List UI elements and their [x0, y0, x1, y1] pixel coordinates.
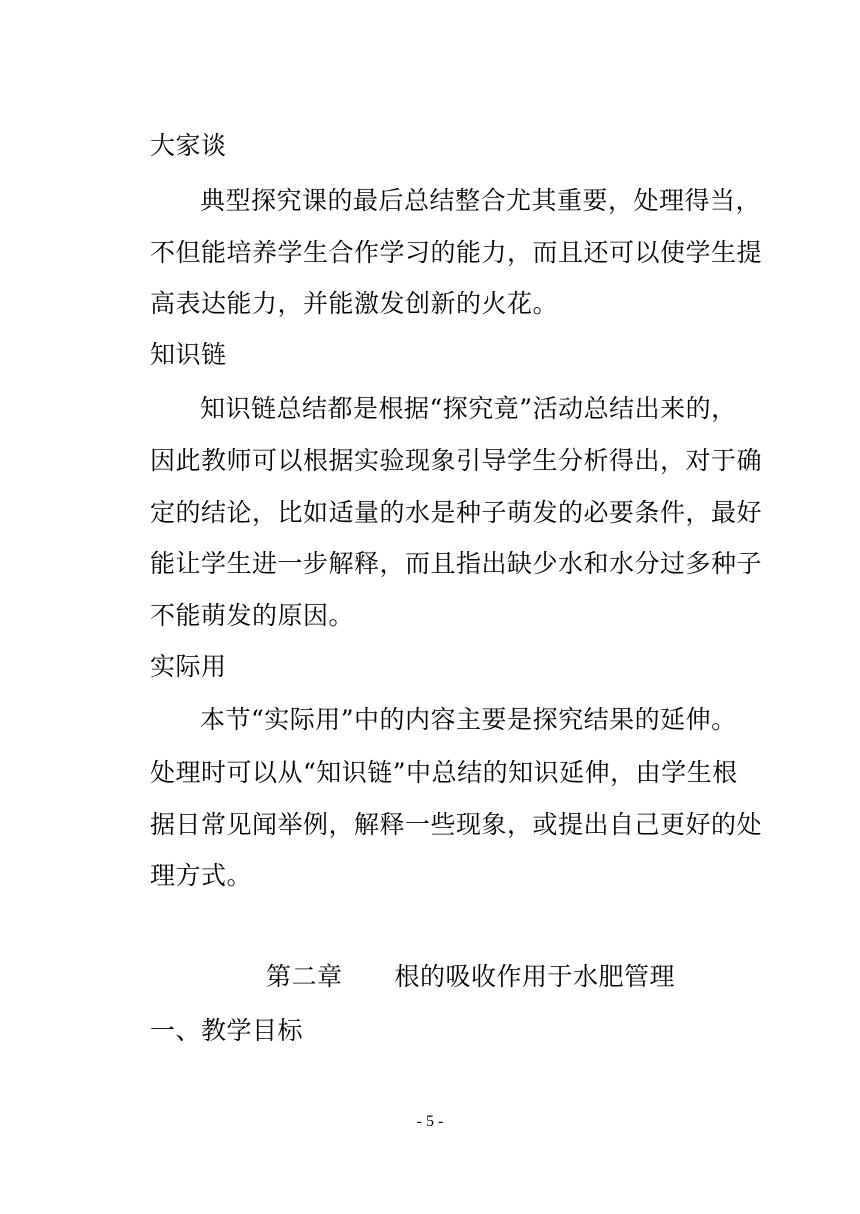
paragraph-line: 本节“实际用”中的内容主要是探究结果的延伸。 [200, 705, 737, 734]
page-number: - 5 - [416, 1113, 444, 1130]
paragraph-line: 理方式。 [150, 861, 253, 890]
paragraph-line: 处理时可以从“知识链”中总结的知识延伸，由学生根 [150, 758, 738, 787]
paragraph-line: 知识链总结都是根据“探究竟”活动总结出来的， [200, 394, 737, 423]
chapter-heading [266, 962, 675, 992]
paragraph-line: 能让学生进一步解释，而且指出缺少水和水分过多种子 [150, 549, 763, 578]
paragraph-line: 不但能培养学生合作学习的能力，而且还可以使学生提 [150, 238, 763, 267]
section-heading-zhishilian: 知识链 [150, 340, 227, 369]
subheading-teaching-goals: 一、教学目标 [150, 1016, 304, 1045]
chapter-title: 根的吸收作用于水肥管理 [394, 962, 676, 991]
section-heading-shijiyong: 实际用 [150, 652, 227, 681]
paragraph-line: 据日常见闻举例，解释一些现象，或提出自己更好的处 [150, 810, 763, 839]
paragraph-line: 高表达能力，并能激发创新的火花。 [150, 289, 559, 318]
paragraph-line: 因此教师可以根据实验现象引导学生分析得出，对于确 [150, 446, 763, 475]
paragraph-line: 典型探究课的最后总结整合尤其重要，处理得当， [200, 186, 762, 215]
section-heading-dajiatan: 大家谈 [150, 131, 227, 160]
paragraph-line: 定的结论，比如适量的水是种子萌发的必要条件，最好 [150, 498, 763, 527]
paragraph-line: 不能萌发的原因。 [150, 601, 355, 630]
chapter-number: 第二章 [266, 962, 343, 991]
